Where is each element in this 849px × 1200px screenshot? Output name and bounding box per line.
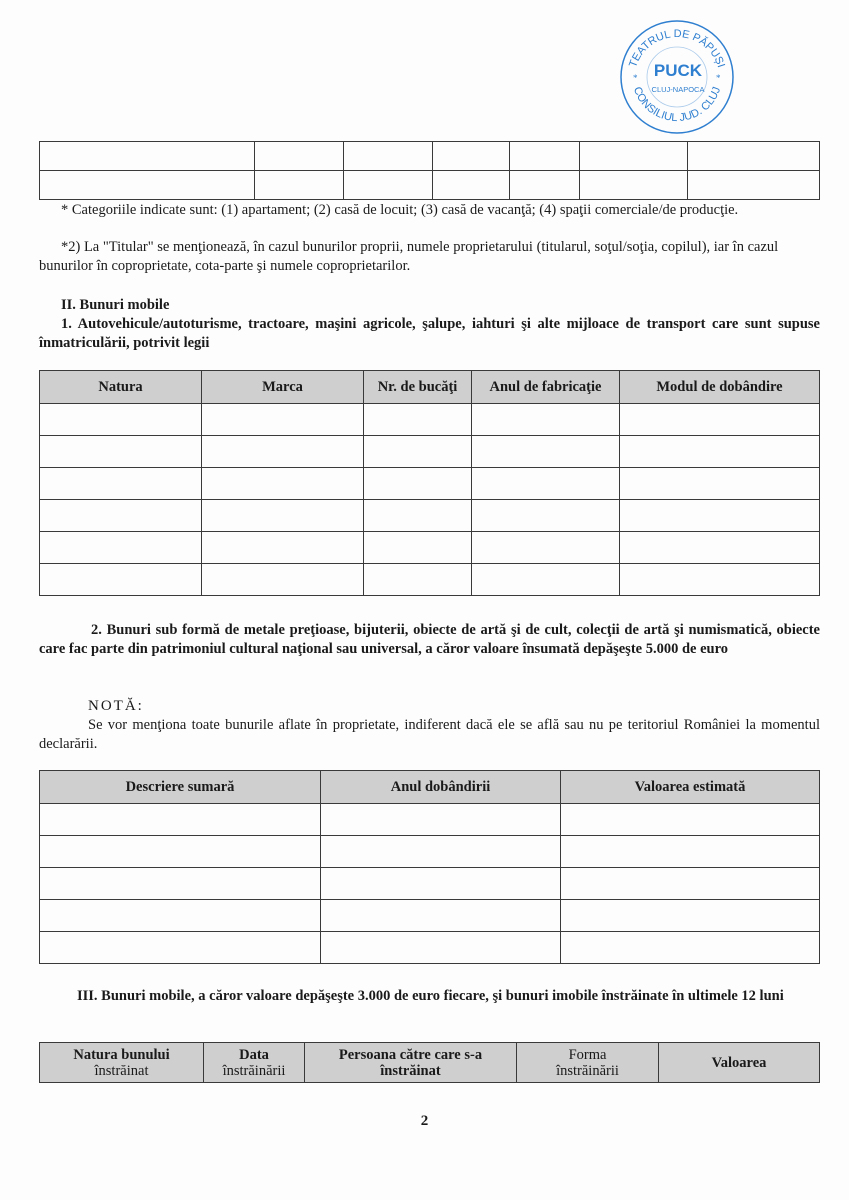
table-cell[interactable] bbox=[580, 142, 688, 171]
table-cell[interactable] bbox=[321, 900, 561, 932]
table-cell[interactable] bbox=[364, 404, 472, 436]
table-cell[interactable] bbox=[620, 468, 820, 500]
table-cell[interactable] bbox=[620, 532, 820, 564]
table-header-row bbox=[40, 371, 820, 404]
svg-text:CLUJ-NAPOCA: CLUJ-NAPOCA bbox=[651, 85, 705, 94]
column-header-valoarea-estimata: Valoarea estimată bbox=[561, 771, 820, 804]
table-cell[interactable] bbox=[472, 468, 620, 500]
table-cell[interactable] bbox=[40, 171, 255, 200]
column-header-anul-fabricatie: Anul de fabricaţie bbox=[472, 371, 620, 404]
stamp-seal-icon bbox=[618, 18, 736, 136]
table-row bbox=[40, 468, 820, 500]
table-cell[interactable] bbox=[40, 836, 321, 868]
table-cell[interactable] bbox=[255, 142, 344, 171]
table-row bbox=[40, 171, 820, 200]
table-cell[interactable] bbox=[202, 436, 364, 468]
alienated-assets-table bbox=[39, 1042, 820, 1083]
table-cell[interactable] bbox=[561, 900, 820, 932]
table-cell[interactable] bbox=[321, 804, 561, 836]
table-cell[interactable] bbox=[202, 564, 364, 596]
table-cell[interactable] bbox=[472, 404, 620, 436]
official-stamp bbox=[618, 18, 736, 136]
table-cell[interactable] bbox=[472, 532, 620, 564]
table-cell[interactable] bbox=[202, 500, 364, 532]
table-cell[interactable] bbox=[321, 932, 561, 964]
table-cell[interactable] bbox=[40, 142, 255, 171]
subsection-valuables-title: 2. Bunuri sub formă de metale preţioase, bijuterii, obiecte de artă şi de cult, colecţii de artă şi numismatică, obiecte care fac parte din patrimoniul cultural naţional sau universal, a căror valoare însumată depăşeşte 5.000 de euro bbox=[39, 622, 820, 657]
table-cell[interactable] bbox=[510, 142, 580, 171]
table-cell[interactable] bbox=[255, 171, 344, 200]
column-header-descriere-sumara: Descriere sumară bbox=[40, 771, 321, 804]
table-cell[interactable] bbox=[472, 436, 620, 468]
table-cell[interactable] bbox=[364, 468, 472, 500]
table-row bbox=[40, 836, 820, 868]
table-cell[interactable] bbox=[561, 804, 820, 836]
table-row bbox=[40, 868, 820, 900]
svg-text:TEATRUL DE PĂPUȘI: TEATRUL DE PĂPUȘI bbox=[627, 27, 727, 70]
table-cell[interactable] bbox=[202, 468, 364, 500]
column-header-persoana: Persoana către care s-a înstrăinat bbox=[305, 1043, 517, 1083]
table-cell[interactable] bbox=[433, 142, 510, 171]
table-cell[interactable] bbox=[364, 500, 472, 532]
column-header-natura: Natura bbox=[40, 371, 202, 404]
table-header-row bbox=[40, 1043, 820, 1083]
table-cell[interactable] bbox=[364, 532, 472, 564]
table-cell[interactable] bbox=[561, 868, 820, 900]
table-cell[interactable] bbox=[561, 836, 820, 868]
table-cell[interactable] bbox=[688, 142, 820, 171]
subsection-vehicles-title: 1. Autovehicule/autoturisme, tractoare, maşini agricole, şalupe, iahturi şi alte mijloace de transport care sunt supuse înmatriculării, potrivit legii bbox=[39, 316, 820, 351]
table-cell[interactable] bbox=[344, 142, 433, 171]
svg-text:*: * bbox=[716, 73, 721, 83]
table-cell[interactable] bbox=[510, 171, 580, 200]
table-cell[interactable] bbox=[40, 500, 202, 532]
svg-text:*: * bbox=[633, 73, 638, 83]
table-cell[interactable] bbox=[620, 564, 820, 596]
footnote-titular: *2) La "Titular" se menţionează, în cazul bunurilor proprii, numele proprietarului (titularul, soţul/soţia, copilul), iar în cazul bunurilor în coproprietate, cota-parte şi numele coproprietarilor. bbox=[39, 239, 779, 274]
table-cell[interactable] bbox=[40, 404, 202, 436]
table-cell[interactable] bbox=[620, 404, 820, 436]
column-header-marca: Marca bbox=[202, 371, 364, 404]
table-cell[interactable] bbox=[321, 836, 561, 868]
table-cell[interactable] bbox=[40, 532, 202, 564]
note-text: Se vor menţiona toate bunurile aflate în proprietate, indiferent dacă ele se află sau nu pe teritoriul României la momentul declarării. bbox=[39, 717, 820, 752]
svg-text:CONSILIUL JUD. CLUJ: CONSILIUL JUD. CLUJ bbox=[630, 85, 724, 125]
valuables-table bbox=[39, 770, 820, 964]
table-cell[interactable] bbox=[620, 500, 820, 532]
table-row bbox=[40, 532, 820, 564]
table-cell[interactable] bbox=[364, 436, 472, 468]
table-cell[interactable] bbox=[580, 171, 688, 200]
table-cell[interactable] bbox=[344, 171, 433, 200]
table-cell[interactable] bbox=[364, 564, 472, 596]
column-header-modul-dobandire: Modul de dobândire bbox=[620, 371, 820, 404]
table-cell[interactable] bbox=[40, 900, 321, 932]
table-row bbox=[40, 932, 820, 964]
table-row bbox=[40, 500, 820, 532]
table-row bbox=[40, 436, 820, 468]
table-cell[interactable] bbox=[40, 932, 321, 964]
table-row bbox=[40, 142, 820, 171]
table-cell[interactable] bbox=[433, 171, 510, 200]
table-cell[interactable] bbox=[40, 868, 321, 900]
table-header-row bbox=[40, 771, 820, 804]
table-row bbox=[40, 900, 820, 932]
table-cell[interactable] bbox=[202, 404, 364, 436]
table-cell[interactable] bbox=[472, 500, 620, 532]
table-cell[interactable] bbox=[620, 436, 820, 468]
table-cell[interactable] bbox=[561, 932, 820, 964]
table-cell[interactable] bbox=[40, 468, 202, 500]
table-row bbox=[40, 804, 820, 836]
svg-text:PUCK: PUCK bbox=[653, 61, 703, 80]
table-cell[interactable] bbox=[40, 804, 321, 836]
footnote-categories: * Categoriile indicate sunt: (1) apartament; (2) casă de locuit; (3) casă de vacanţă; (4) spaţii comerciale/de producţie. bbox=[61, 202, 739, 218]
column-header-data-instrainarii: Data înstrăinării bbox=[204, 1043, 305, 1083]
table-cell[interactable] bbox=[40, 436, 202, 468]
note-label: NOTĂ: bbox=[88, 698, 144, 714]
real-estate-table-continuation bbox=[39, 141, 820, 200]
table-cell[interactable] bbox=[688, 171, 820, 200]
table-cell[interactable] bbox=[202, 532, 364, 564]
page-number: 2 bbox=[420, 1113, 429, 1129]
section-title-bunuri-mobile: II. Bunuri mobile bbox=[61, 297, 170, 313]
table-cell[interactable] bbox=[472, 564, 620, 596]
column-header-anul-dobandirii: Anul dobândirii bbox=[321, 771, 561, 804]
vehicles-table bbox=[39, 370, 820, 596]
column-header-valoarea: Valoarea bbox=[659, 1043, 820, 1083]
section-title-alienated-assets: III. Bunuri mobile, a căror valoare depăşeşte 3.000 de euro fiecare, şi bunuri imobile înstrăinate în ultimele 12 luni bbox=[77, 988, 784, 1004]
table-cell[interactable] bbox=[40, 564, 202, 596]
table-row bbox=[40, 564, 820, 596]
column-header-nr-bucati: Nr. de bucăţi bbox=[364, 371, 472, 404]
column-header-forma-instrainarii: Forma înstrăinării bbox=[517, 1043, 659, 1083]
table-row bbox=[40, 404, 820, 436]
table-cell[interactable] bbox=[321, 868, 561, 900]
column-header-natura-bunului: Natura bunului înstrăinat bbox=[40, 1043, 204, 1083]
